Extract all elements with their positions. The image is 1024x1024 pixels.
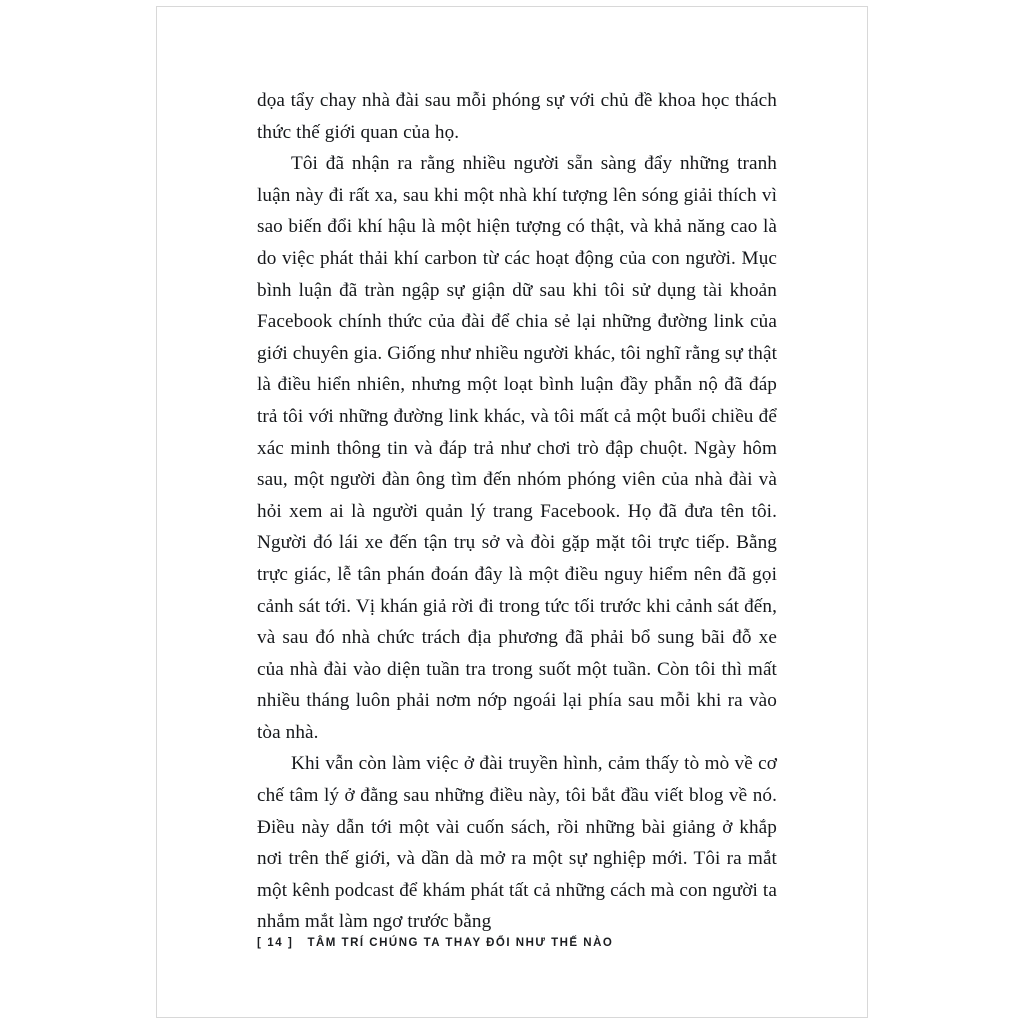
page-text-column [257,85,777,938]
page-number: [ 14 ] [257,937,294,949]
page-footer [257,937,777,949]
running-head: TÂM TRÍ CHÚNG TA THAY ĐỔI NHƯ THẾ NÀO [307,937,614,949]
paragraph: Tôi đã nhận ra rằng nhiều người sẵn sàng đẩy những tranh luận này đi rất xa, sau khi một nhà khí tượng lên sóng giải thích vì sao biến đổi khí hậu là một hiện tượng có thật, và khả năng cao là do việc phát thải khí carbon từ các hoạt động của con người. Mục bình luận đã tràn ngập sự giận dữ sau khi tôi sử dụng tài khoản Facebook chính thức của đài để chia sẻ lại những đường link của giới chuyên gia. Giống như nhiều người khác, tôi nghĩ rằng sự thật là điều hiển nhiên, nhưng một loạt bình luận đầy phẫn nộ đã đáp trả tôi với những đường link khác, và tôi mất cả một buổi chiều để xác minh thông tin và đáp trả như chơi trò đập chuột. Ngày hôm sau, một người đàn ông tìm đến nhóm phóng viên của nhà đài và hỏi xem ai là người quản lý trang Facebook. Họ đã đưa tên tôi. Người đó lái xe đến tận trụ sở và đòi gặp mặt tôi trực tiếp. Bằng trực giác, lễ tân phán đoán đây là một điều nguy hiểm nên đã gọi cảnh sát tới. Vị khán giả rời đi trong tức tối trước khi cảnh sát đến, và sau đó nhà chức trách địa phương đã phải bổ sung bãi đỗ xe của nhà đài vào diện tuần tra trong suốt một tuần. Còn tôi thì mất nhiều tháng luôn phải nơm nớp ngoái lại phía sau mỗi khi ra vào tòa nhà. [257,153,777,743]
book-page [156,6,868,1018]
paragraph: Khi vẫn còn làm việc ở đài truyền hình, cảm thấy tò mò về cơ chế tâm lý ở đằng sau những điều này, tôi bắt đầu viết blog về nó. Điều này dẫn tới một vài cuốn sách, rồi những bài giảng ở khắp nơi trên thế giới, và dần dà mở ra một sự nghiệp mới. Tôi ra mắt một kênh podcast để khám phát tất cả những cách mà con người ta nhắm mắt làm ngơ trước bằng [257,753,777,933]
paragraph: dọa tẩy chay nhà đài sau mỗi phóng sự với chủ đề khoa học thách thức thế giới quan của họ. [257,90,777,143]
